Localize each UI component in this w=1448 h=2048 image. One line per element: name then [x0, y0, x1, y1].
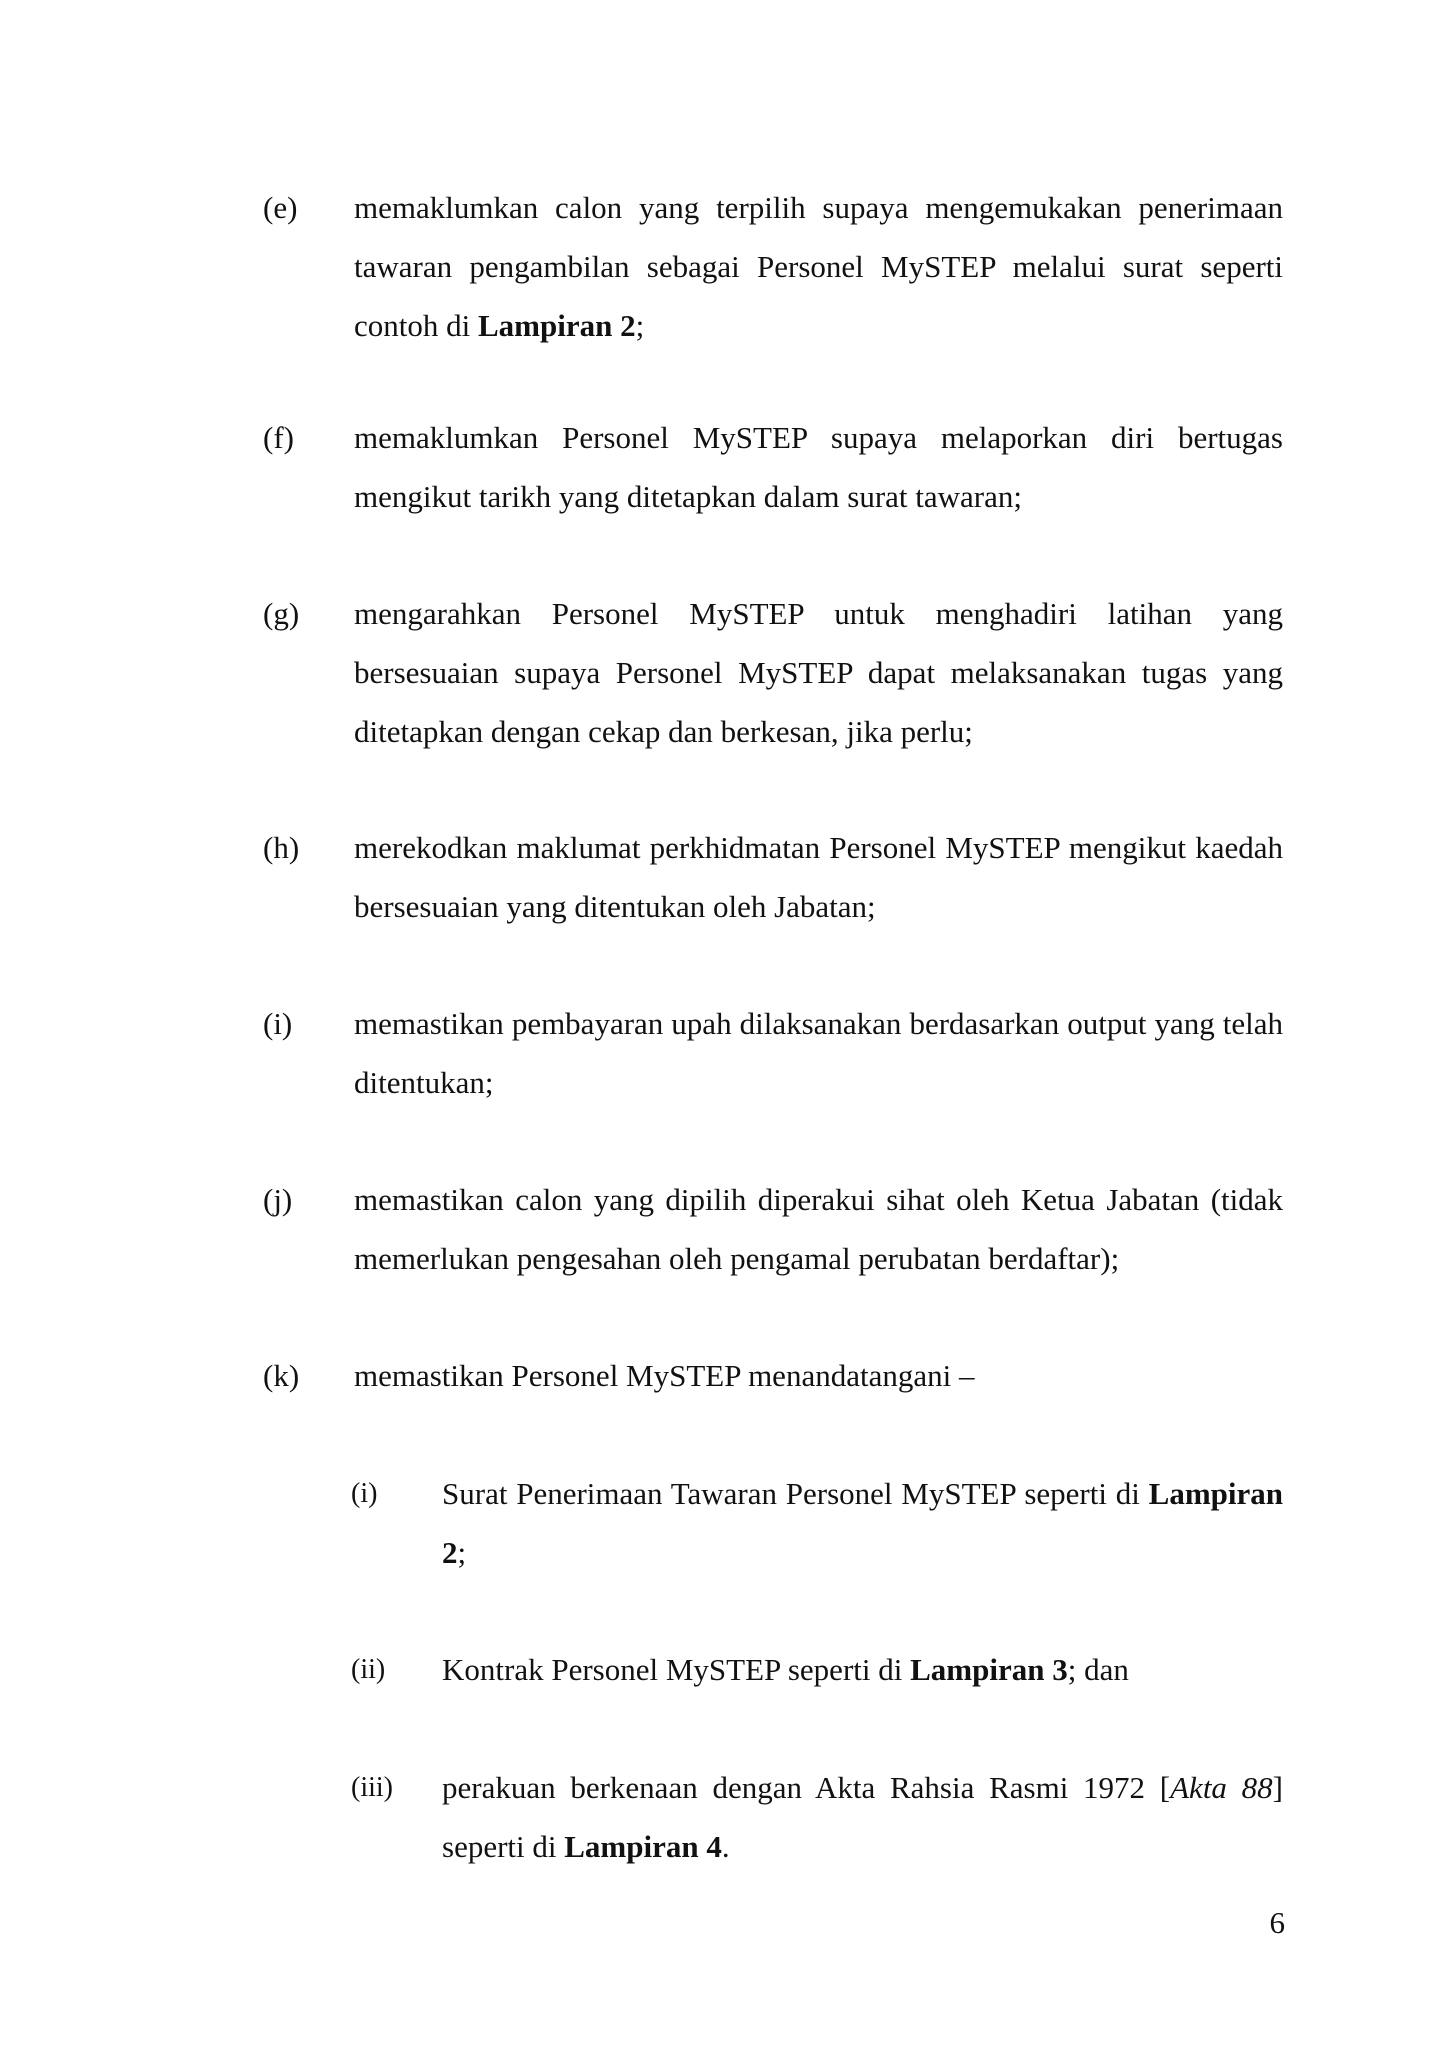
sub-item-text: Surat Penerimaan Tawaran Personel MySTEP seperti di Lampiran 2; [442, 1476, 1283, 1570]
lampiran-reference: Lampiran 3 [910, 1652, 1068, 1687]
item-text: memastikan calon yang dipilih diperakui sihat oleh Ketua Jabatan (tidak memerlukan pengesahan oleh pengamal perubatan berdaftar); [354, 1182, 1283, 1276]
sub-item-label: (i) [351, 1478, 378, 1509]
act-reference: Akta 88 [1170, 1770, 1273, 1805]
item-text: memaklumkan calon yang terpilih supaya mengemukakan penerimaan tawaran pengambilan sebagai Personel MySTEP melalui surat seperti contoh di Lampiran 2; [354, 190, 1283, 343]
item-label: (i) [263, 1006, 293, 1041]
sub-item-ii [351, 1640, 1283, 1699]
page-number: 6 [1269, 1905, 1285, 1940]
sub-item-i [351, 1464, 1283, 1582]
list-item-k [263, 1346, 1283, 1405]
lampiran-reference: Lampiran 4 [564, 1829, 722, 1864]
item-label: (h) [263, 830, 300, 865]
item-label: (g) [263, 596, 300, 631]
item-text: merekodkan maklumat perkhidmatan Personel MySTEP mengikut kaedah bersesuaian yang ditentukan oleh Jabatan; [354, 830, 1283, 924]
item-text: mengarahkan Personel MySTEP untuk menghadiri latihan yang bersesuaian supaya Personel MySTEP dapat melaksanakan tugas yang ditetapkan dengan cekap dan berkesan, jika perlu; [354, 596, 1283, 749]
sub-item-text: Kontrak Personel MySTEP seperti di Lampiran 3; dan [442, 1652, 1129, 1687]
item-label: (e) [263, 190, 298, 225]
item-text: memastikan Personel MySTEP menandatangani – [354, 1358, 975, 1393]
list-item-j [263, 1170, 1283, 1288]
item-text: memastikan pembayaran upah dilaksanakan berdasarkan output yang telah ditentukan; [354, 1006, 1283, 1100]
list-item-f [263, 408, 1283, 526]
item-label: (f) [263, 420, 294, 455]
item-label: (j) [263, 1182, 293, 1217]
sub-item-label: (ii) [351, 1654, 386, 1685]
item-label: (k) [263, 1358, 300, 1393]
sub-item-label: (iii) [351, 1772, 393, 1803]
list-item-h [263, 818, 1283, 936]
lampiran-reference: Lampiran 2 [442, 1476, 1283, 1570]
list-item-i [263, 994, 1283, 1112]
list-item-e [263, 178, 1283, 355]
lampiran-reference: Lampiran 2 [478, 308, 636, 343]
sub-item-iii [351, 1758, 1283, 1876]
item-text: memaklumkan Personel MySTEP supaya melaporkan diri bertugas mengikut tarikh yang ditetapkan dalam surat tawaran; [354, 420, 1283, 514]
list-item-g [263, 584, 1283, 761]
sub-item-text: perakuan berkenaan dengan Akta Rahsia Rasmi 1972 [Akta 88] seperti di Lampiran 4. [442, 1770, 1283, 1864]
